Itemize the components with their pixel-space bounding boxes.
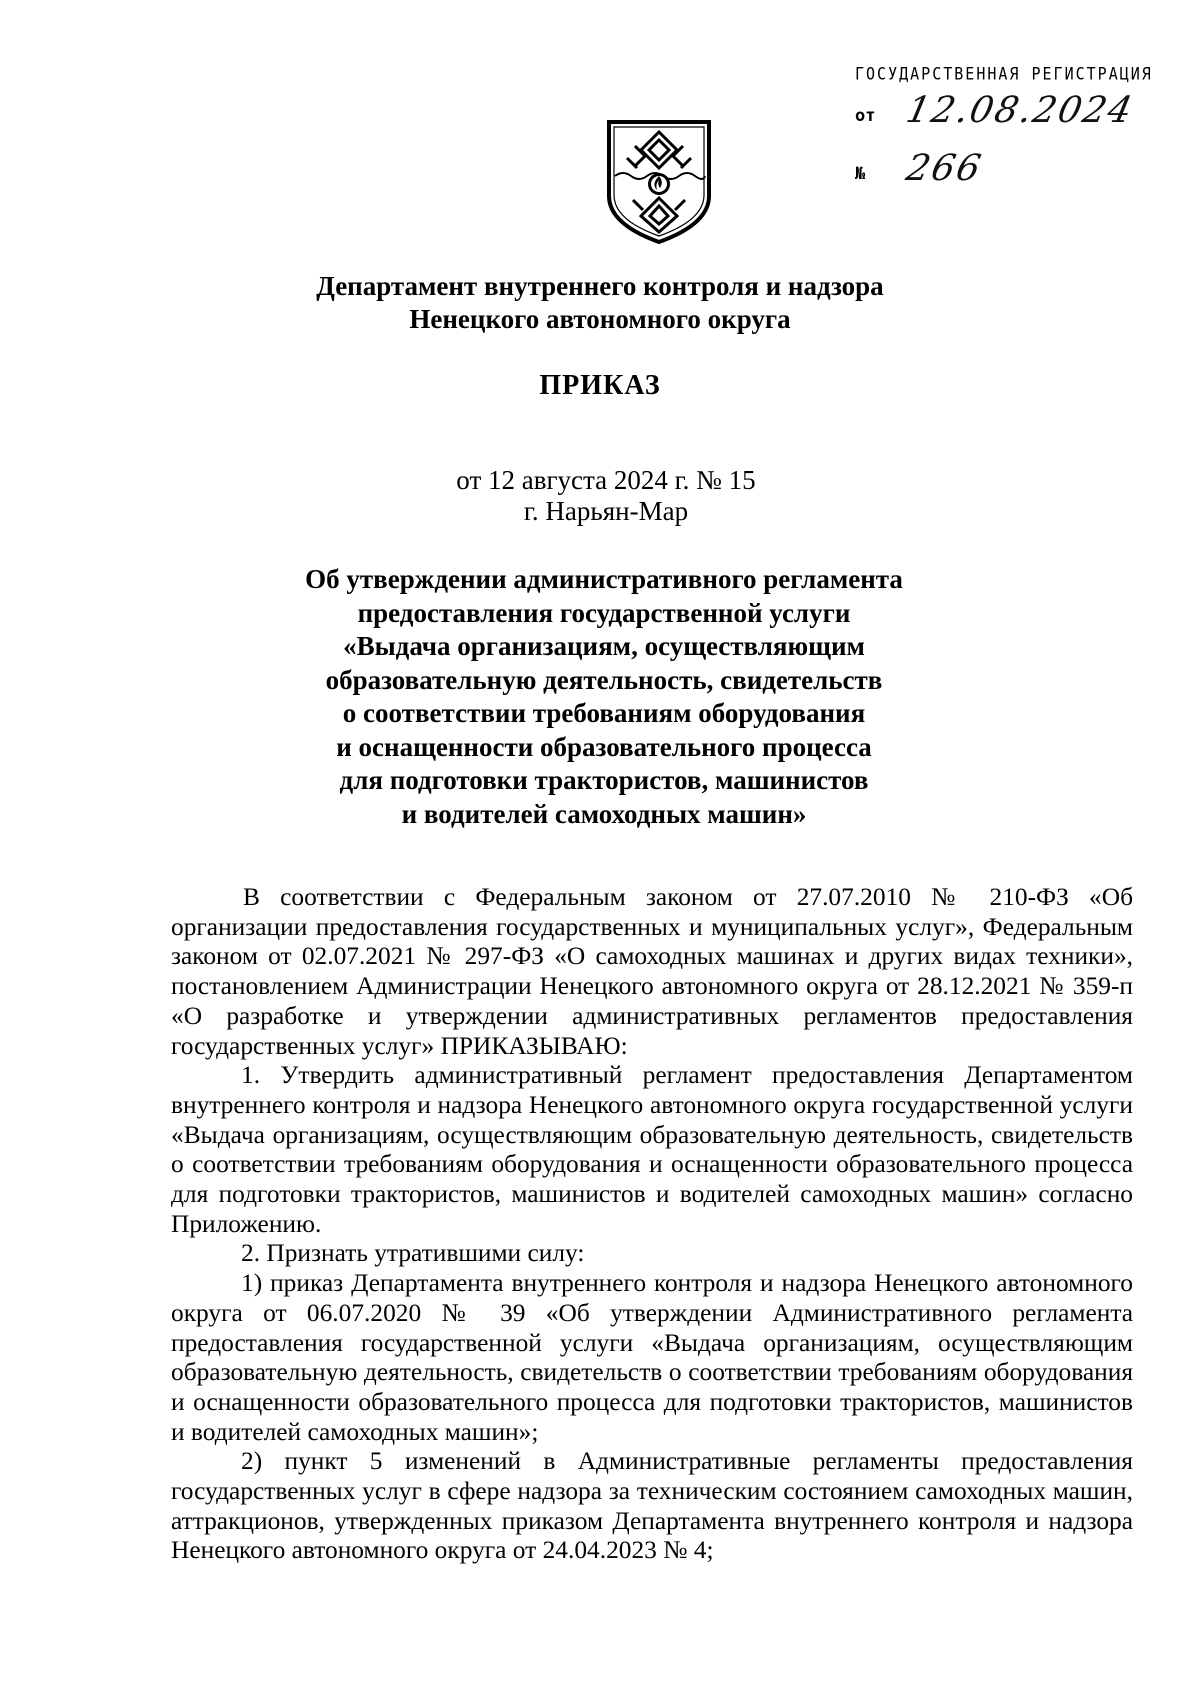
title-line: предоставления государственной услуги <box>357 597 851 628</box>
clause-2-item-2-paragraph: 2) пункт 5 изменений в Административные регламенты предоставления государственных услуг в сфере надзора за техническим состоянием самоходных машин, аттракционов, утвержденных приказом Департамента внутреннего контроля и надзора Ненецкого автономного округа от 24.04.2023 № 4; <box>171 1447 1133 1565</box>
order-date-number: от 12 августа 2024 г. № 15 <box>456 465 756 495</box>
title-line: и водителей самоходных машин» <box>401 798 807 829</box>
preamble-paragraph: В соответствии с Федеральным законом от 27.07.2010 № 210-ФЗ «Об организации предоставления государственных и муниципальных услуг», Федеральным законом от 02.07.2021 № 297-ФЗ «О самоходных машинах и других видах техники», постановлением Администрации Ненецкого автономного округа от 28.12.2021 № 359-п «О разработке и утверждении административных регламентов предоставления государственных услуг» ПРИКАЗЫВАЮ: <box>171 883 1133 1060</box>
title-line: «Выдача организациям, осуществляющим <box>343 631 865 661</box>
stamp-date-row <box>855 90 1155 140</box>
stamp-number-value: 266 <box>902 148 987 189</box>
stamp-title: ГОСУДАРСТВЕННАЯ РЕГИСТРАЦИЯ <box>855 63 1153 84</box>
order-city: г. Нарьян-Мар <box>523 496 689 526</box>
title-line: и оснащенности образовательного процесса <box>336 731 872 762</box>
coat-of-arms-icon <box>605 118 713 246</box>
date-and-place <box>6 465 1200 527</box>
clause-2-item-1-paragraph: 1) приказ Департамента внутреннего контроля и надзора Ненецкого автономного округа от 06.07.2020 № 39 «Об утверждении Административного регламента предоставления государственной услуги «Выдача организациям, осуществляющим образовательную деятельность, свидетельств о соответствии требованиям оборудования и оснащенности образовательного процесса для подготовки трактористов, машинистов и водителей самоходных машин»; <box>171 1269 1133 1446</box>
upper-ornament <box>627 132 691 168</box>
department-heading <box>0 270 1200 336</box>
order-body <box>171 883 1133 1566</box>
clause-2-paragraph: 2. Признать утратившими силу: <box>241 1239 585 1268</box>
title-line: о соответствии требованиям оборудования <box>342 698 866 728</box>
stamp-number-label: № <box>855 164 866 184</box>
stamp-date-value: 12.08.2024 <box>902 90 1138 131</box>
order-title <box>4 563 1200 831</box>
clause-1-paragraph: 1. Утвердить административный регламент предоставления Департаментом внутреннего контроля и надзора Ненецкого автономного округа государственной услуги «Выдача организациям, осуществляющим образовательную деятельность, свидетельств о соответствии требованиям оборудования и оснащенности образовательного процесса для подготовки трактористов, машинистов и водителей самоходных машин» согласно Приложению. <box>171 1061 1133 1238</box>
stamp-number-row <box>855 148 1155 198</box>
flame-medallion <box>648 173 670 195</box>
registration-stamp <box>855 62 1155 198</box>
department-line-1: Департамент внутреннего контроля и надзора <box>316 271 884 301</box>
document-type: ПРИКАЗ <box>539 370 661 401</box>
stamp-date-label: от <box>855 106 876 126</box>
title-line: для подготовки трактористов, машинистов <box>339 765 869 795</box>
department-line-2: Ненецкого автономного округа <box>409 304 791 334</box>
lower-ornament <box>633 198 685 232</box>
title-line: Об утверждении административного регламента <box>305 564 903 594</box>
title-line: образовательную деятельность, свидетельств <box>325 664 883 695</box>
